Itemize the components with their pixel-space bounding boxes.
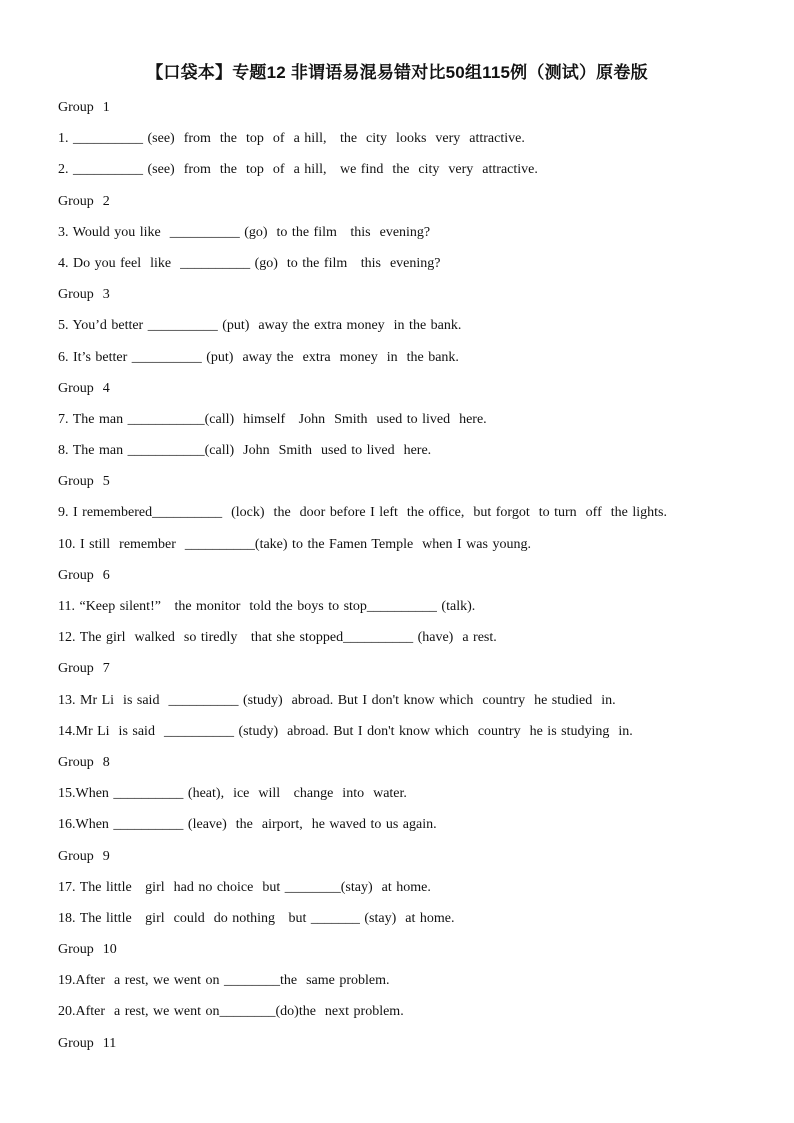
document-title: 【口袋本】专题12 非谓语易混易错对比50组115例（测试）原卷版 (146, 63, 648, 82)
exercise-item: 7. The man ___________(call) himself John Smith used to lived here. (58, 411, 487, 427)
group-heading: Group 5 (58, 474, 110, 490)
exercise-item: 10. I still remember __________(take) to the Famen Temple when I was young. (58, 536, 531, 552)
exercise-item: 8. The man ___________(call) John Smith used to lived here. (58, 443, 432, 459)
group-heading: Group 1 (58, 100, 110, 115)
exercise-item: 16.When __________ (leave) the airport, he waved to us again. (58, 817, 437, 833)
exercise-item: 17. The little girl had no choice but ________(stay) at home. (58, 879, 431, 895)
exercise-item: 19.After a rest, we went on ________the same problem. (58, 973, 390, 989)
group-heading: Group 9 (58, 848, 110, 864)
group-heading: Group 3 (58, 287, 110, 303)
group-heading: Group 2 (58, 193, 110, 209)
exercise-item: 15.When __________ (heat), ice will change into water. (58, 786, 407, 802)
exercise-item: 6. It’s better __________ (put) away the extra money in the bank. (58, 349, 459, 365)
exercise-item: 20.After a rest, we went on________(do)the next problem. (58, 1004, 404, 1020)
exercise-item: 14.Mr Li is said __________ (study) abroad. But I don't know which country he is studying in. (58, 723, 633, 739)
group-heading: Group 4 (58, 380, 110, 396)
exercise-item: 13. Mr Li is said __________ (study) abroad. But I don't know which country he studied in. (58, 692, 616, 708)
exercise-item: 3. Would you like __________ (go) to the film this evening? (58, 224, 431, 240)
group-heading: Group 6 (58, 567, 110, 583)
exercise-item: 11. “Keep silent!” the monitor told the boys to stop__________ (talk). (58, 599, 476, 614)
group-heading: Group 10 (58, 942, 117, 958)
exercise-item: 12. The girl walked so tiredly that she stopped__________ (have) a rest. (58, 630, 497, 646)
exercise-item: 1. __________ (see) from the top of a hill, the city looks very attractive. (58, 131, 525, 147)
exercise-item: 2. __________ (see) from the top of a hill, we find the city very attractive. (58, 162, 538, 178)
exercise-item: 4. Do you feel like __________ (go) to the film this evening? (58, 255, 441, 271)
exercise-item: 9. I remembered__________ (lock) the door before I left the office, but forgot to turn off the lights. (58, 505, 667, 521)
group-heading: Group 8 (58, 754, 110, 770)
exercise-list (58, 98, 758, 1065)
group-heading: Group 11 (58, 1035, 117, 1051)
exercise-item: 5. You’d better __________ (put) away the extra money in the bank. (58, 318, 462, 334)
exercise-item: 18. The little girl could do nothing but _______ (stay) at home. (58, 910, 455, 926)
group-heading: Group 7 (58, 661, 110, 677)
